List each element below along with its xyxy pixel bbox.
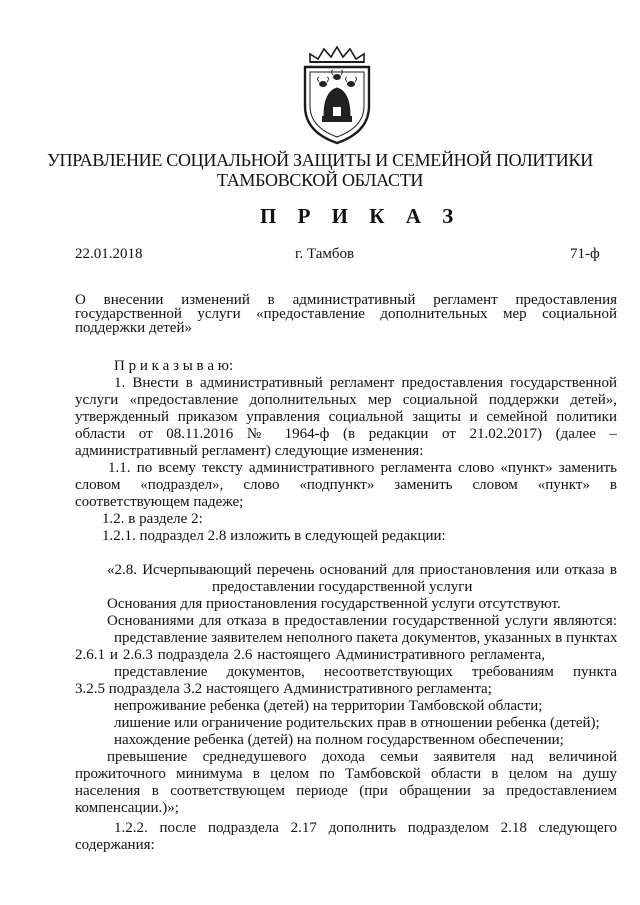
paragraph-line: непроживание ребенка (детей) на территории Тамбовской области; [114, 698, 543, 714]
paragraph-line: соответствующем падеже; [75, 494, 244, 510]
order-word: П р и к а з ы в а ю: [114, 358, 234, 374]
paragraph-line: представление заявителем неполного пакета документов, указанных в пунктах [114, 630, 617, 646]
tambov-coat-of-arms [296, 46, 378, 146]
paragraph-line: утвержденный приказом управления социальной защиты и семейной политики [75, 409, 617, 425]
paragraph-line: содержания: [75, 837, 155, 853]
paragraph-line: 1.1. по всему тексту административного регламента слово «пункт» заменить [108, 460, 617, 476]
order-date: 22.01.2018 [75, 246, 143, 262]
paragraph-line: 3.2.5 подраздела 3.2 настоящего Административного регламента; [75, 681, 492, 697]
subject-line: поддержки детей» [75, 320, 192, 336]
order-city: г. Тамбов [295, 246, 355, 262]
section-heading: предоставлении государственной услуги [212, 579, 473, 595]
order-number: 71-ф [570, 246, 600, 262]
paragraph-line: Основания для приостановления государственной услуги отсутствуют. [107, 596, 561, 612]
section-heading: «2.8. Исчерпывающий перечень оснований для приостановления или отказа в [107, 562, 617, 578]
subject-line: О внесении изменений в административный регламент предоставления [75, 292, 617, 308]
paragraph-line: Основаниями для отказа в предоставлении государственной услуги являются: [107, 613, 617, 629]
paragraph-line: 1.2. в разделе 2: [102, 511, 203, 527]
paragraph-line: административный регламент) следующие изменения: [75, 443, 424, 459]
paragraph-line: превышение среднедушевого дохода семьи заявителя над величиной [107, 749, 617, 765]
paragraph-line: представление документов, несоответствующих требованиям пункта [114, 664, 617, 680]
paragraph-line: 1.2.2. после подраздела 2.17 дополнить подразделом 2.18 следующего [114, 820, 617, 836]
paragraph-line: компенсации.)»; [75, 800, 179, 816]
subject-line: государственной услуги «предоставление дополнительных мер социальной [75, 306, 617, 322]
paragraph-line: прожиточного минимума в целом по Тамбовской области в целом на душу [75, 766, 617, 782]
paragraph-line: 1. Внести в административный регламент предоставления государственной [114, 375, 617, 391]
paragraph-line: лишение или ограничение родительских прав в отношении ребенка (детей); [114, 715, 600, 731]
paragraph-line: области от 08.11.2016 № 1964-ф (в редакции от 21.02.2017) (далее – [75, 426, 617, 442]
paragraph-line: словом «подраздел», слово «подпункт» заменить словом «пункт» в [75, 477, 617, 493]
paragraph-line: услуги «предоставление дополнительных мер социальной поддержки детей», [75, 392, 617, 408]
document-title: П Р И К А З [260, 204, 462, 228]
organization-name-line-2: ТАМБОВСКОЙ ОБЛАСТИ [216, 170, 424, 190]
paragraph-line: нахождение ребенка (детей) на полном государственном обеспечении; [114, 732, 564, 748]
organization-name-line-1: УПРАВЛЕНИЕ СОЦИАЛЬНОЙ ЗАЩИТЫ И СЕМЕЙНОЙ ПОЛИТИКИ [47, 150, 593, 170]
paragraph-line: 1.2.1. подраздел 2.8 изложить в следующей редакции: [102, 528, 446, 544]
paragraph-line: 2.6.1 и 2.6.3 подраздела 2.6 настоящего Административного регламента, [75, 647, 545, 663]
paragraph-line: населения в соответствующем периоде (при обращении за предоставлением [75, 783, 617, 799]
